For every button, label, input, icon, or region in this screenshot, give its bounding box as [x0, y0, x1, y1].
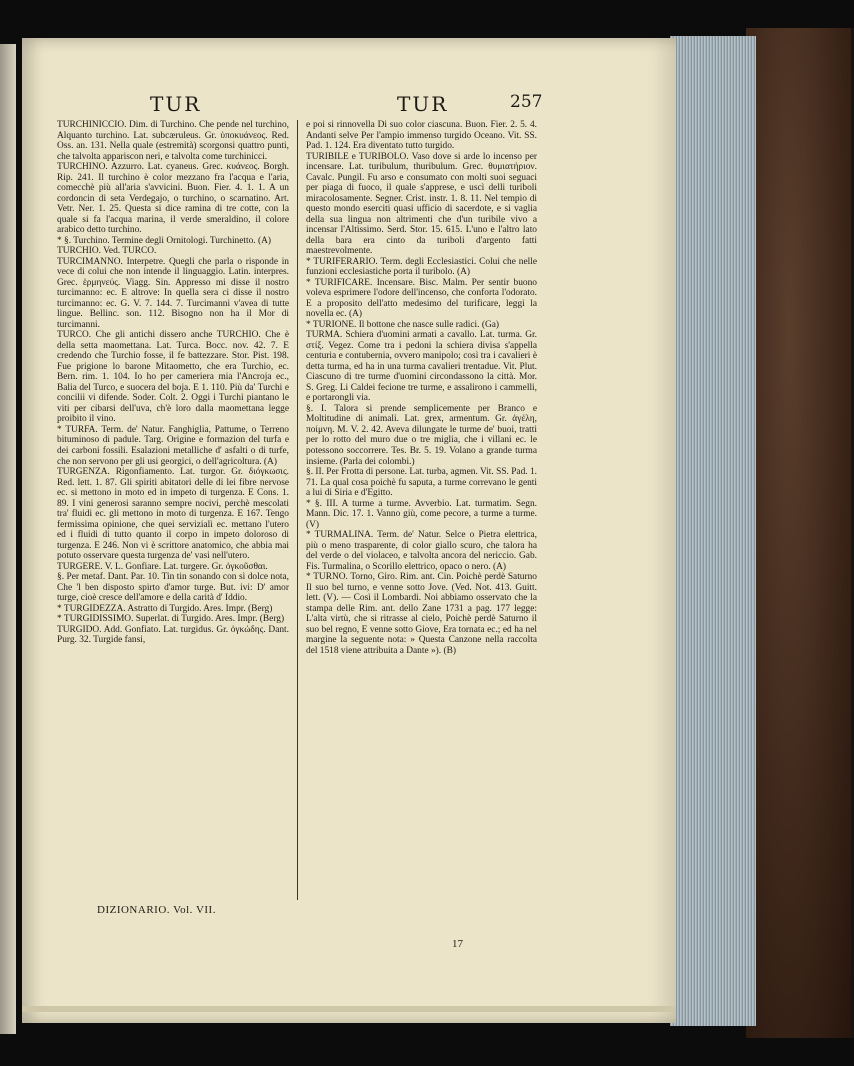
- entry-turma-1: §. I. Talora si prende semplicemente per Branco e Moltitudine di animali. Lat. grex, armentum. Gr. ἀγέλη, ποίμνη. M. V. 2. 42. Aveva dilungate le turme de' buoi, tratti per lo rotto del muro due o tre miglia, che i villani ec. le potessono soccorrere. Tes. Br. 5. 19. Volano a grande turma insieme. (Parla dei colombi.): [306, 403, 537, 467]
- entry-turchino-ornit: * §. Turchino. Termine degli Ornitologi. Turchinetto. (A): [57, 235, 272, 246]
- page-bottom-edge: [22, 1006, 676, 1012]
- entry-turgido-cont: e poi si rinnovella Di suo color ciascuna. Buon. Fier. 2. 5. 4. Andanti selve Per l'ampio immenso turgido Oceano. Vit. SS. Pad. 1. 124. Era diventato tutto turgido.: [306, 120, 537, 152]
- entry-turcimanno: TURCIMANNO. Interpetre. Quegli che parla o risponde in vece di colui che non intende il linguaggio. Latin. interpres. Grec. ἑρμηνεύς. Viagg. Sin. Appresso mi disse il nostro turcimanno: ec. E altrove: In quella sera ci disse il nostro turcimanno: ec. G. V. 7. 144. 7. Turcimanni v'avea di tutte lingue. Bellinc. son. 112. Bisogno non ha il Mor di turcimanni.: [57, 256, 289, 330]
- signature-mark: 17: [452, 938, 463, 950]
- facing-page-edge: [0, 44, 16, 1034]
- entry-turificare: * TURIFICARE. Incensare. Bisc. Malm. Per sentir buono voleva esprimere l'odore dell'incenso, che conforta l'odorato. E a proposito dell'atto medesimo del turificare, leggi la novella ec. (A): [306, 277, 537, 320]
- entry-turno: * TURNO. Torno, Giro. Rim. ant. Cin. Poichè perdè Saturno Il suo bel turno, e venne sotto Jove. (Ved. Not. 413. Guitt. lett. (V). — Così il Lombardi. Noi abbiamo osservato che la stampa delle Rim. ant. dello Zane 1731 a pag. 177 legge: L'alta virtù, che si ritrasse al cielo, Poichè perdè Saturno il suo bel regno, E venne sotto Giove, Era tornata ec.; ed ha nel margine la seguente nota: » Questa Canzone nella raccolta del 1518 viene attribuita a Dante »). (B): [306, 572, 537, 656]
- right-column: [306, 120, 537, 656]
- left-column: [57, 120, 289, 646]
- entry-turione: * TURIONE. Il bottone che nasce sulle radici. (Ga): [306, 319, 499, 330]
- entry-turgidezza: * TURGIDEZZA. Astratto di Turgido. Ares. Impr. (Berg): [57, 603, 273, 614]
- page-block-edges: [670, 36, 756, 1026]
- entry-turma: TURMA. Schiera d'uomini armati a cavallo. Lat. turma. Gr. στίξ. Vegez. Come tra i pedoni la schiera divisa s'appella centuria e contubernia, ovvero manipolo; così tra i cavalieri è detta turma, ed ha in una turma cavalieri trentadue. Vit. Plut. Ciascuno di tre turme d'uomini circondassono la città. Mor. S. Greg. Li Caldei fecione tre turme, e assalirono i cammelli, e portarongli via.: [306, 330, 537, 404]
- entry-turgere-metaf: §. Per metaf. Dant. Par. 10. Tin tin sonando con sì dolce nota, Che 'l ben disposto spirto d'amor turge. But. ivi: D' amor turge, cioè cresce dell'amore e della carità d' Iddio.: [57, 572, 289, 604]
- entry-turiferario: * TURIFERARIO. Term. degli Ecclesiastici. Colui che nelle funzioni ecclesiastiche porta il turibolo. (A): [306, 256, 537, 278]
- running-head-left: TUR: [150, 92, 202, 116]
- entry-turco: TURCO. Che gli antichi dissero anche TURCHIO. Che è della setta maomettana. Lat. Turca. Bocc. nov. 42. 7. E credendo che Turchio fosse, il fe battezzare. Stor. Pist. 198. Fue prigione lo barone Mitaometto, che era Turchio, ec. Bern. rim. 1. 104. Io ho per cameriera mia l'Ancroja ec., Balia del Turco, e suocera del boja. E 1. 110. Più da' Turchi e concilii vi difende. Soder. Colt. 2. Oggi i Turchi piantano le viti per cibarsi dell'uva, ch'è loro dalla maomettana legge proibito il vino.: [57, 330, 289, 425]
- column-rule: [297, 120, 298, 900]
- entry-turgenza: TURGENZA. Rigonfiamento. Lat. turgor. Gr. διόγκωσις. Red. lett. 1. 87. Gli spiriti abitatori delle di lei fibre nervose ec. si mettono in moto ed in impeto di turgenza. E Cons. 1. 89. I vini generosi saranno sempre nocivi, perchè mescolati tra' fluidi ec. gli mettono in moto di turgenza. E 167. Tengo fermissima opinione, che quei servizialì ec. mettano l'utero ed i fluidi di tutto quanto il corpo in impeto doloroso di turgenza. E 246. Non vi è scrittore anatomico, che abbia mai potuto osservare questa turgenza de' vasi nell'utero.: [57, 467, 289, 562]
- entry-turfa: * TURFA. Term. de' Natur. Fanghiglia, Pattume, o Terreno bituminoso di padule. Targ. Origine e formazion del turfa e dei carboni fossili. Esalazioni metalliche d' asfalti o di turfe, che non servono per gli usi georgici, o dell'agricoltura. (A): [57, 424, 289, 467]
- page-number: 257: [510, 92, 543, 112]
- entry-turchino: TURCHINO. Azzurro. Lat. cyaneus. Grec. κυάνεος. Borgh. Rip. 241. Il turchino è color mezzano fra l'acqua e l'aria, comecchè più all'aria s'avvicini. Buon. Fier. 4. 1. 1. A un cordoncin di seta Verdegajo, o turchino, o scarnatino. Art. Vetr. Ner. 1. 25. Questa si dice ramina di tre cotte, con la quale si fa l'acqua marina, il verde smeraldino, il colore arabico detto turchino.: [57, 162, 289, 236]
- entry-turgere: TURGERE. V. L. Gonfiare. Lat. turgere. Gr. ὀγκοῦσθαι.: [57, 561, 268, 572]
- running-head-right: TUR: [397, 92, 449, 116]
- entry-turibile: TURIBILE e TURIBOLO. Vaso dove si arde lo incenso per incensare. Lat. turibulum, thuribulum. Grec. θυμιατήριον. Cavalc. Pungil. Fu arso e consumato con molti suoi seguaci per piaga di fuoco, il quale s'apprese, e uscì delli turiboli miracolosamente. Segner. Crist. instr. 1. 8. 11. Nel tempio di questo mondo eserciti quasi ufficio di sacerdote, e si vaglia della sua lingua non altrimenti che d'un turibile vivo a incensar l'Altissimo. Serd. Stor. 15. 615. L'uno e l'altro lato della bara era cinto da turiboli d'argento fatti maestrevolmente.: [306, 151, 537, 257]
- entry-turma-3: * §. III. A turme a turme. Avverbio. Lat. turmatim. Segn. Mann. Dic. 17. 1. Vanno giù, come pecore, a turme a turme. (V): [306, 498, 537, 530]
- entry-turmalina: * TURMALINA. Term. de' Natur. Selce o Pietra elettrica, più o meno trasparente, di color giallo scuro, che talora ha del verde o del violaceo, e talvolta ancora del nericcio. Gab. Fis. Turmalina, o Scorillo elettrico, opaco o nero. (A): [306, 530, 537, 572]
- entry-turchio: TURCHIO. Ved. TURCO.: [57, 246, 157, 257]
- volume-footer: DIZIONARIO. Vol. VII.: [97, 904, 216, 916]
- entry-turgido: TURGIDO. Add. Gonfiato. Lat. turgidus. Gr. ὀγκώδης. Dant. Purg. 32. Turgide fansi,: [57, 624, 289, 646]
- entry-turchiniccio: TURCHINICCIO. Dim. di Turchino. Che pende nel turchino, Alquanto turchino. Lat. subcæruleus. Gr. ὑποκυάνεος. Red. Oss. an. 131. Nella quale (estremità) scorgonsi quattro punti, che talvolta appariscon neri, e talvolta come turchinicci.: [57, 120, 289, 162]
- entry-turma-2: §. II. Per Frotta di persone. Lat. turba, agmen. Vit. SS. Pad. 1. 71. La qual cosa poichè fu saputa, a turme correvano le genti a lui di Siria e d'Egitto.: [306, 467, 538, 499]
- book-cover: [746, 28, 854, 1038]
- entry-turgidissimo: * TURGIDISSIMO. Superlat. di Turgido. Ares. Impr. (Berg): [57, 614, 285, 625]
